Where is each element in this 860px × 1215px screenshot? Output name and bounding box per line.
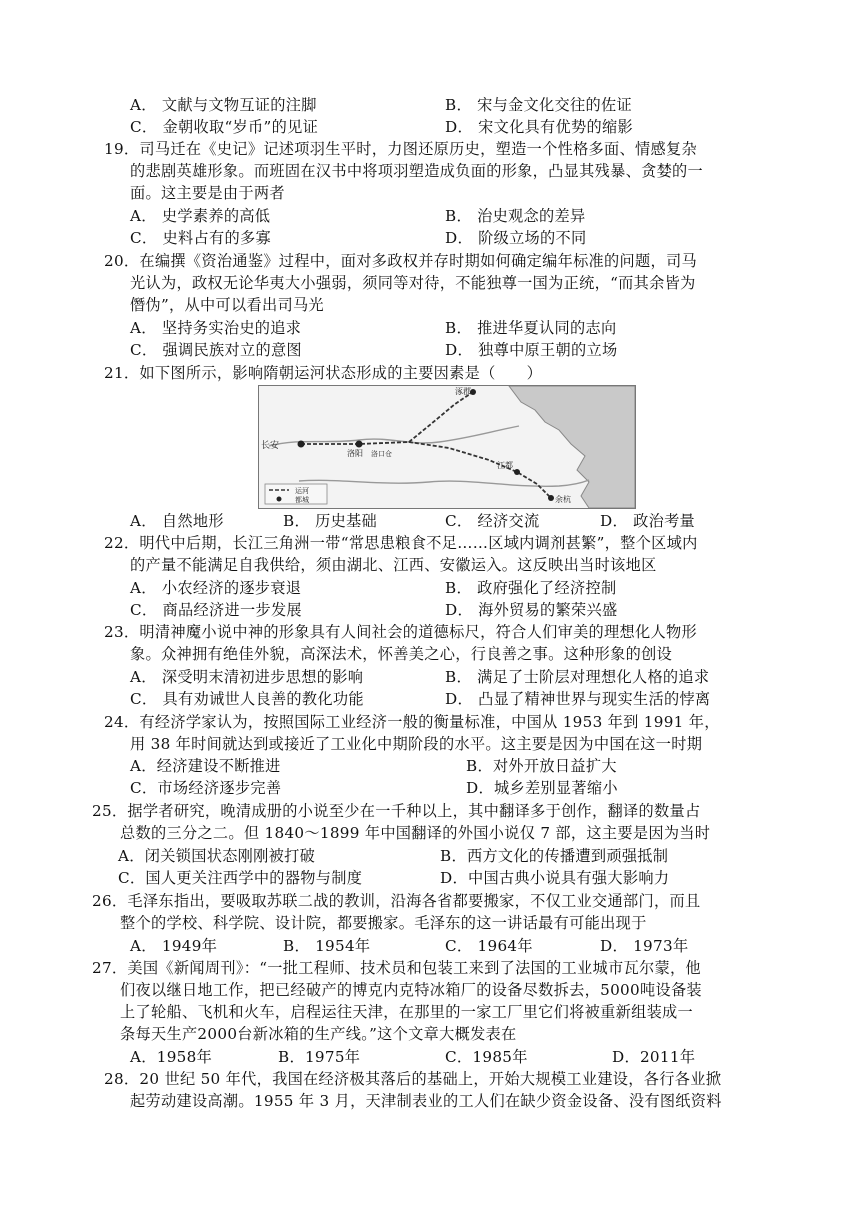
q27-stem-line-3: 上了轮船、飞机和火车，启程运往天津，在那里的一家工厂里它们将被重新组装成一	[120, 1003, 694, 1021]
q26-option-b: B． 1954年	[283, 937, 371, 955]
q19-stem-line-1: 19．司马迁在《史记》记述项羽生平时，力图还原历史，塑造一个性格多面、情感复杂	[104, 140, 697, 158]
q25-option-b: B．西方文化的传播遭到顽强抵制	[440, 847, 669, 865]
q19-option-b: B． 治史观念的差异	[445, 207, 586, 225]
q21-option-a: A． 自然地形	[130, 512, 224, 530]
label-zhuojun: 涿郡	[455, 387, 471, 396]
q25-stem-line-2: 总数的三分之二。但 1840～1899 年中国翻译的外国小说仅 7 部，这主要是因为当时	[120, 824, 711, 842]
q23-option-c: C． 具有劝诫世人良善的教化功能	[130, 690, 364, 708]
q24-option-b: B．对外开放日益扩大	[466, 757, 617, 775]
q26-option-a: A． 1949年	[130, 937, 218, 955]
q24-option-a: A．经济建设不断推进	[130, 757, 281, 775]
q24-stem-line-2: 用 38 年时间就达到或接近了工业化中期阶段的水平。这主要是因为中国在这一时期	[130, 735, 703, 753]
q26-stem-line-1: 26．毛泽东指出，要吸取苏联二战的教训，沿海各省都要搬家，不仅工业交通部门，而且	[92, 892, 701, 910]
q25-option-c: C．国人更关注西学中的器物与制度	[118, 869, 363, 887]
q27-option-d: D．2011年	[612, 1048, 696, 1066]
q21-option-d: D． 政治考量	[600, 512, 696, 530]
q26-stem-line-2: 整个的学校、科学院、设计院，都要搬家。毛泽东的这一讲话最有可能出现于	[120, 914, 647, 932]
label-luokoucang: 洛口仓	[371, 450, 392, 458]
q20-stem-line-2: 光认为，政权无论华夷大小强弱，须同等对待，不能独尊一国为正统，“而其余皆为	[130, 274, 696, 292]
legend-capital-label: 都城	[295, 496, 309, 504]
label-luoyang: 洛阳	[347, 449, 363, 458]
q23-option-b: B． 满足了士阶层对理想化人格的追求	[445, 668, 710, 686]
yongji-canal	[409, 392, 473, 442]
q19-option-c: C． 史料占有的多寡	[130, 229, 271, 247]
q24-stem-line-1: 24．有经济学家认为，按照国际工业经济一般的衡量标准，中国从 1953 年到 1991 年，	[104, 713, 720, 731]
legend-capital-symbol	[277, 497, 282, 502]
q21-option-b: B． 历史基础	[283, 512, 378, 530]
q18-option-a: A． 文献与文物互证的注脚	[130, 96, 317, 114]
q20-option-b: B． 推进华夏认同的志向	[445, 319, 617, 337]
q28-stem-line-1: 28．20 世纪 50 年代，我国在经济极其落后的基础上，开始大规模工业建设，各行各业掀	[104, 1070, 722, 1088]
q19-option-a: A． 史学素养的高低	[130, 207, 271, 225]
q18-option-c: C． 金朝收取“岁币”的见证	[130, 118, 319, 136]
q26-option-c: C． 1964年	[445, 937, 533, 955]
q27-stem-line-4: 条每天生产2000台新冰箱的生产线。”这个文章大概发表在	[120, 1025, 517, 1043]
city-jiangdu	[514, 469, 520, 475]
q21-option-c: C． 经济交流	[445, 512, 540, 530]
q20-option-a: A． 坚持务实治史的追求	[130, 319, 302, 337]
sui-canal-map-svg	[259, 386, 635, 508]
q23-option-d: D． 凸显了精神世界与现实生活的悖离	[445, 690, 711, 708]
q24-option-c: C．市场经济逐步完善	[130, 779, 282, 797]
label-yuhang: 余杭	[555, 495, 571, 504]
q20-stem-line-3: 僭伪”，从中可以看出司马光	[130, 296, 324, 314]
q19-stem-line-2: 的悲剧英雄形象。而班固在汉书中将项羽塑造成负面的形象，凸显其残暴、贪婪的一	[130, 162, 704, 180]
q22-option-c: C． 商品经济进一步发展	[130, 601, 302, 619]
city-luoyang	[356, 441, 363, 448]
city-changan	[298, 441, 305, 448]
q27-option-b: B．1975年	[278, 1048, 361, 1066]
q21-stem-line-1: 21．如下图所示，影响隋朝运河状态形成的主要因素是（ ）	[104, 364, 543, 382]
q18-option-d: D． 宋文化具有优势的缩影	[445, 118, 633, 136]
q19-option-d: D． 阶级立场的不同	[445, 229, 587, 247]
q23-stem-line-1: 23．明清神魔小说中神的形象具有人间社会的道德标尺，符合人们审美的理想化人物形	[104, 623, 697, 641]
label-changan: 长安	[261, 441, 280, 451]
q22-option-a: A． 小农经济的逐步衰退	[130, 579, 302, 597]
q22-option-b: B． 政府强化了经济控制	[445, 579, 617, 597]
q23-option-a: A． 深受明末清初进步思想的影响	[130, 668, 364, 686]
q20-option-c: C． 强调民族对立的意图	[130, 341, 302, 359]
q22-stem-line-2: 的产量不能满足自我供给，须由湖北、江西、安徽运入。这反映出当时该地区	[130, 556, 657, 574]
q24-option-d: D．城乡差别显著缩小	[466, 779, 618, 797]
city-yuhang	[548, 495, 554, 501]
q20-option-d: D． 独尊中原王朝的立场	[445, 341, 618, 359]
q20-stem-line-1: 20．在编撰《资治通鉴》过程中，面对多政权并存时期如何确定编年标准的问题，司马	[104, 252, 697, 270]
q23-stem-line-2: 象。众神拥有绝佳外貌，高深法术，怀善美之心，行良善之事。这种形象的创设	[130, 645, 673, 663]
yangtze-river	[299, 480, 589, 486]
q25-stem-line-1: 25．据学者研究，晚清成册的小说至少在一千种以上，其中翻译多于创作，翻译的数量占	[92, 802, 701, 820]
q22-stem-line-1: 22．明代中后期，长江三角洲一带“常思患粮食不足……区域内调剂甚繁”，整个区域内	[104, 534, 698, 552]
q27-option-c: C．1985年	[445, 1048, 528, 1066]
sui-canal-map	[258, 385, 636, 509]
q25-option-a: A．闭关锁国状态刚刚被打破	[118, 847, 316, 865]
q27-stem-line-1: 27．美国《新闻周刊》：“一批工程师、技术员和包装工来到了法国的工业城市瓦尔蒙，他	[92, 959, 701, 977]
sea-area	[509, 386, 635, 508]
label-jiangdu: 江都	[497, 461, 513, 470]
q27-option-a: A．1958年	[130, 1048, 213, 1066]
legend-canal-label: 运河	[295, 487, 309, 495]
q22-option-d: D． 海外贸易的繁荣兴盛	[445, 601, 618, 619]
q28-stem-line-2: 起劳动建设高潮。1955 年 3 月，天津制表业的工人们在缺少资金设备、没有图纸资料	[130, 1092, 722, 1110]
q27-stem-line-2: 们夜以继日地工作，把已经破产的博克内克特冰箱厂的设备尽数拆去，5000吨设备装	[120, 981, 702, 999]
tongji-yongji-canal	[301, 442, 551, 498]
q26-option-d: D． 1973年	[600, 937, 689, 955]
q18-option-b: B． 宋与金文化交往的佐证	[445, 96, 632, 114]
q19-stem-line-3: 面。这主要是由于两者	[130, 184, 285, 202]
q25-option-d: D．中国古典小说具有强大影响力	[440, 869, 670, 887]
